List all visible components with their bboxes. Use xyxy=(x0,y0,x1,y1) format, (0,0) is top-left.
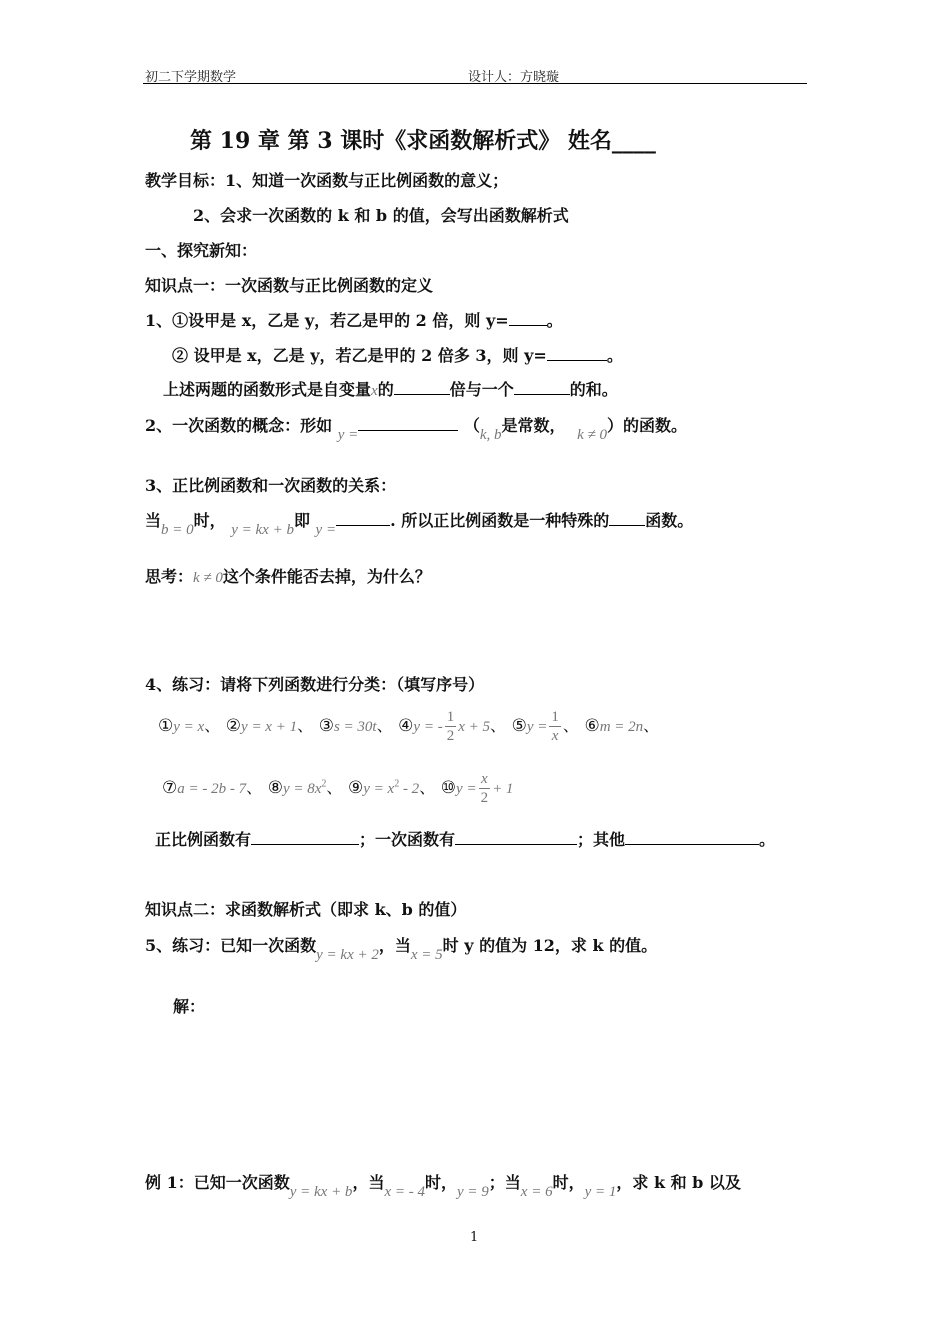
q3-when: 当 xyxy=(145,511,162,530)
item-5-marker: ⑤ xyxy=(511,716,527,736)
think-question xyxy=(145,564,431,587)
item-2-expr: y = x + 1 xyxy=(241,719,298,735)
q2-text: 2、一次函数的概念：形如 xyxy=(145,416,333,435)
q1b-end: 。 xyxy=(606,346,623,365)
page-title xyxy=(190,124,656,155)
q1c-mid: 倍与一个 xyxy=(449,380,514,399)
sep: 、 xyxy=(643,716,660,735)
item-8-exponent: 2 xyxy=(321,778,327,790)
sep: 、 xyxy=(419,778,436,797)
q5-end: 时 y 的值为 12，求 k 的值。 xyxy=(442,936,658,955)
sep: 、 xyxy=(326,778,343,797)
ex1-when-1: ，当 xyxy=(352,1173,385,1192)
other-label: ；其他 xyxy=(577,830,626,849)
q1c-end: 的和。 xyxy=(569,380,618,399)
item-10-marker: ⑩ xyxy=(440,778,457,798)
think-condition: k ≠ 0 xyxy=(193,570,223,586)
goal-line-1: 教学目标：1、知道一次函数与正比例函数的意义； xyxy=(145,171,509,190)
q2-paren: （ xyxy=(463,416,480,435)
question-5 xyxy=(145,933,658,963)
q3-shi: 时， xyxy=(193,511,226,530)
proportional-label: 正比例函数有 xyxy=(155,830,252,849)
item-10-expr-post: + 1 xyxy=(492,781,514,797)
ex1-shi-1: 时， xyxy=(424,1173,457,1192)
sep: 、 xyxy=(376,716,393,735)
classification-end: 。 xyxy=(759,830,776,849)
ex1-text: 例 1：已知一次函数 xyxy=(145,1173,290,1192)
ex1-x2: x = 6 xyxy=(520,1184,553,1200)
item-4-expr-pre: y = - xyxy=(413,719,443,735)
goal-line-2: 2、会求一次函数的 k 和 b 的值，会写出函数解析式 xyxy=(193,206,569,225)
item-7-marker: ⑦ xyxy=(162,778,178,798)
item-5-numerator: 1 xyxy=(551,709,559,725)
question-3-title: 3、正比例函数和一次函数的关系： xyxy=(145,476,397,495)
item-8-expr: y = 8x xyxy=(282,781,322,797)
item-7-expr: a = - 2b - 7 xyxy=(177,781,247,797)
q3-end: 函数。 xyxy=(645,511,694,530)
example-1 xyxy=(145,1170,741,1200)
think-label: 思考： xyxy=(145,567,194,586)
q5-text: 5、练习：已知一次函数 xyxy=(145,936,317,955)
item-1-expr: y = x xyxy=(173,719,205,735)
question-1b xyxy=(172,343,623,366)
item-8-marker: ⑧ xyxy=(267,778,283,798)
item-4-marker: ④ xyxy=(398,716,414,736)
proportional-blank xyxy=(251,830,359,845)
ex1-y1: y = 9 xyxy=(457,1184,489,1200)
question-2 xyxy=(145,413,688,443)
item-10-numerator: x xyxy=(479,770,491,789)
sep: 、 xyxy=(246,778,263,797)
other-blank xyxy=(625,830,759,845)
knowledge-point-1: 知识点一：一次函数与正比例函数的定义 xyxy=(145,276,434,295)
section-heading-1: 一、探究新知： xyxy=(145,241,258,260)
linear-label: ；一次函数有 xyxy=(359,830,456,849)
q2-equation: y = xyxy=(337,427,359,443)
q1b-blank xyxy=(547,346,607,361)
item-9-marker: ⑨ xyxy=(348,778,364,798)
classification-answers xyxy=(155,827,775,850)
linear-blank xyxy=(455,830,577,845)
q1a-text: 1、①设甲是 x，乙是 y，若乙是甲的 2 倍，则 y= xyxy=(145,311,509,330)
q1a-blank xyxy=(509,311,547,326)
q1c-text: 上述两题的函数形式是自变量 xyxy=(163,380,372,399)
think-text: 这个条件能否去掉，为什么？ xyxy=(222,567,431,586)
item-4-numerator: 1 xyxy=(446,709,455,725)
q5-when: ，当 xyxy=(378,936,411,955)
q1a-end: 。 xyxy=(546,311,563,330)
item-5-denominator: x xyxy=(551,728,559,744)
item-4-fraction xyxy=(445,708,457,745)
function-list-row-1 xyxy=(158,708,659,745)
q1c-blank-2 xyxy=(514,380,570,395)
item-5-expr-pre: y = xyxy=(526,719,548,735)
q3-blank-1 xyxy=(336,511,390,526)
q1c-variable: x xyxy=(371,383,378,399)
item-6-marker: ⑥ xyxy=(584,716,600,736)
q2-kb: k, b xyxy=(479,427,502,443)
ex1-end: ，求 k 和 b 以及 xyxy=(616,1173,741,1192)
header-divider xyxy=(143,83,807,84)
page-number: 1 xyxy=(470,1230,479,1245)
q2-end: ）的函数。 xyxy=(607,416,688,435)
ex1-shi-2: 时， xyxy=(552,1173,585,1192)
function-list-row-2 xyxy=(162,770,513,807)
item-9-exponent: 2 xyxy=(394,778,400,790)
q3-text: . 所以正比例函数是一种特殊的 xyxy=(390,511,610,530)
q3-equation: y = kx + b xyxy=(231,522,294,538)
item-4-expr-post: x + 5 xyxy=(458,719,490,735)
q3-ji: 即 xyxy=(293,511,310,530)
q5-equation: y = kx + 2 xyxy=(316,947,379,963)
sep: 、 xyxy=(297,716,314,735)
question-4-title: 4、练习：请将下列函数进行分类：（填写序号） xyxy=(145,675,485,694)
q2-blank xyxy=(358,416,458,431)
ex1-when-2: ；当 xyxy=(488,1173,521,1192)
q5-condition: x = 5 xyxy=(410,947,443,963)
q5-solution-label: 解： xyxy=(173,997,206,1016)
q1c-blank-1 xyxy=(394,380,450,395)
item-6-expr: m = 2n xyxy=(599,719,644,735)
item-4-denominator: 2 xyxy=(446,728,455,744)
sep: 、 xyxy=(204,716,221,735)
q2-mid: 是常数， xyxy=(501,416,566,435)
item-9-expr-post: - 2 xyxy=(399,781,420,797)
q3-equation-2: y = xyxy=(315,522,337,538)
item-10-denominator: 2 xyxy=(480,790,489,806)
sep: 、 xyxy=(489,716,506,735)
q1b-text: ② 设甲是 x，乙是 y，若乙是甲的 2 倍多 3，则 y= xyxy=(172,346,547,365)
q3-condition: b = 0 xyxy=(161,522,194,538)
header-designer: 设计人：方晓璇 xyxy=(468,70,560,85)
header-course: 初二下学期数学 xyxy=(145,70,237,85)
knowledge-point-2: 知识点二：求函数解析式（即求 k、b 的值） xyxy=(145,900,467,919)
q2-condition: k ≠ 0 xyxy=(577,427,607,443)
item-10-expr-pre: y = xyxy=(456,781,477,797)
ex1-equation: y = kx + b xyxy=(289,1184,353,1200)
ex1-x1: x = - 4 xyxy=(384,1184,425,1200)
item-3-marker: ③ xyxy=(318,716,334,736)
item-1-marker: ① xyxy=(158,716,174,736)
item-2-marker: ② xyxy=(225,716,242,736)
item-5-fraction xyxy=(549,708,561,745)
item-3-expr: s = 30t xyxy=(333,719,377,735)
q1c-de: 的 xyxy=(377,380,394,399)
question-1c xyxy=(163,377,618,400)
sep: 、 xyxy=(562,716,579,735)
title-name-blank: ____ xyxy=(611,128,656,154)
ex1-y2: y = 1 xyxy=(584,1184,617,1200)
question-3 xyxy=(145,508,694,538)
item-10-fraction xyxy=(479,770,491,807)
item-9-expr: y = x xyxy=(363,781,395,797)
question-1a xyxy=(145,308,563,331)
title-text: 第 19 章 第 3 课时《求函数解析式》 姓名 xyxy=(190,128,612,154)
q3-blank-2 xyxy=(609,511,645,526)
